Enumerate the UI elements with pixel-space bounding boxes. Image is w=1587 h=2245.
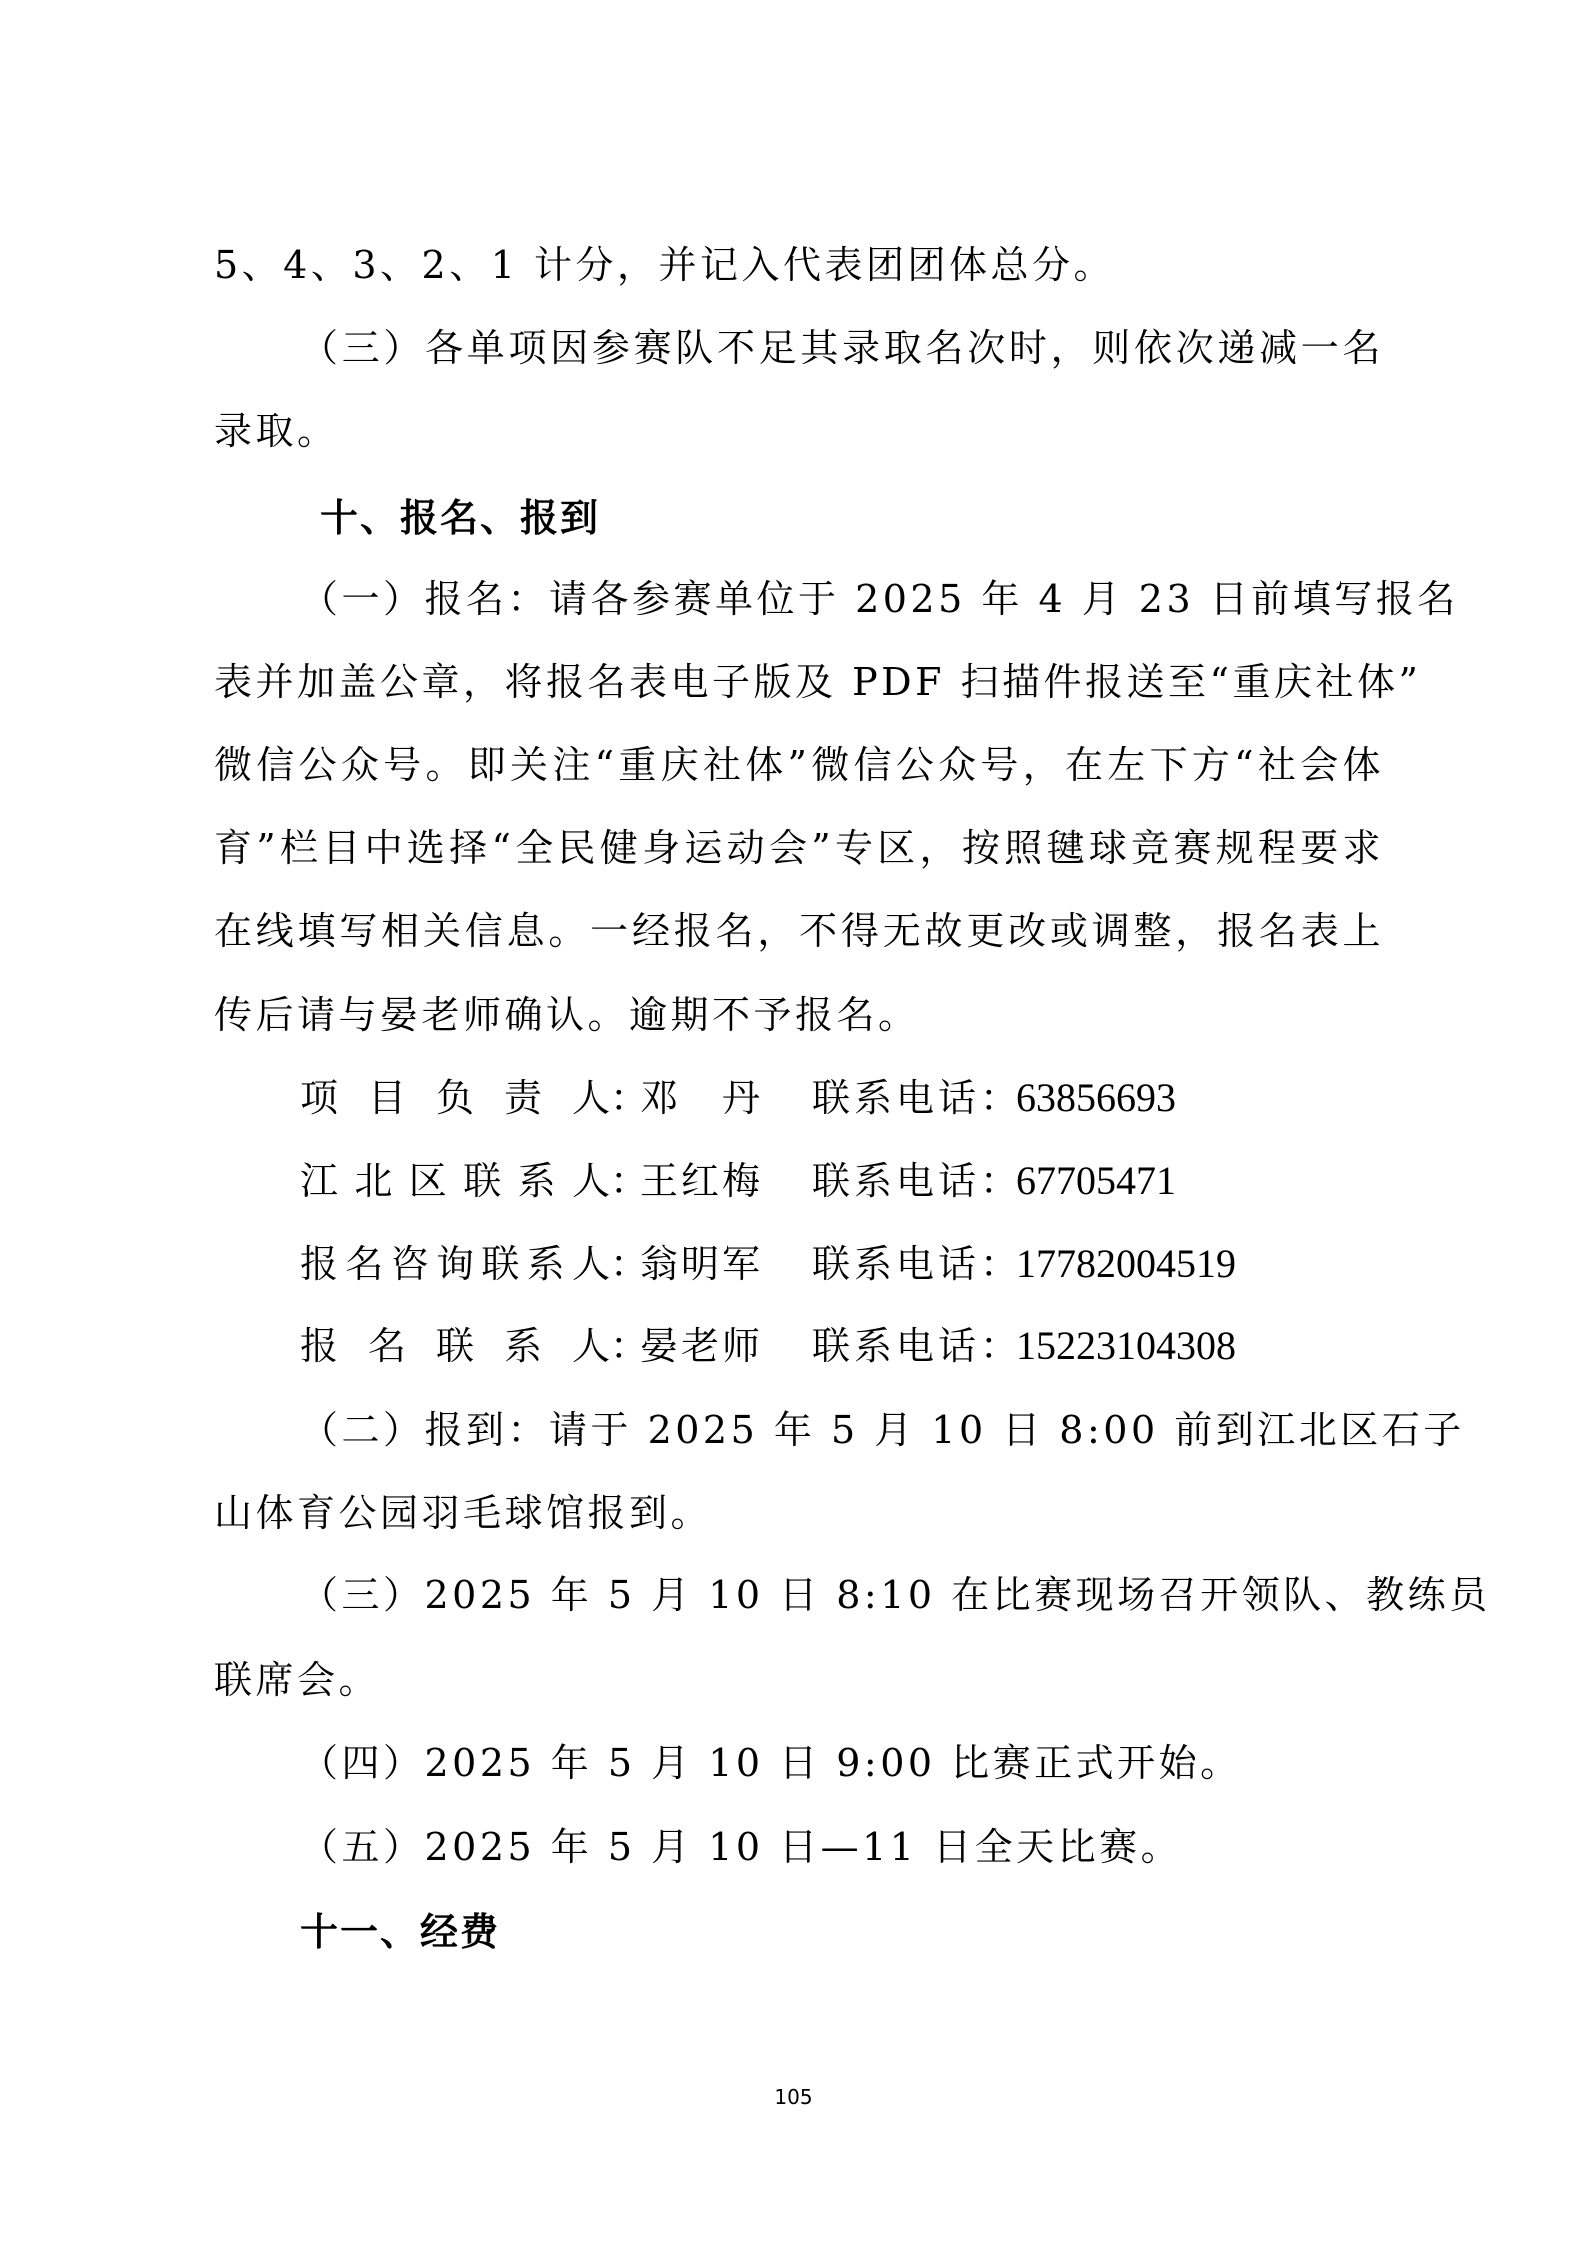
meeting-line-2: 联席会。 xyxy=(214,1658,381,1702)
contact-tel: 15223104308 xyxy=(1016,1323,1236,1368)
registration-line-6: 传后请与晏老师确认。逾期不予报名。 xyxy=(214,993,920,1037)
contact-label: 江北区联系人 xyxy=(300,1159,610,1203)
contact-name: 晏老师 xyxy=(640,1324,760,1368)
contact-label: 项目负责人 xyxy=(300,1076,610,1120)
page-number: 105 xyxy=(774,2085,813,2109)
registration-line-2: 表并加盖公章，将报名表电子版及 PDF 扫描件报送至“重庆社体” xyxy=(214,660,1422,704)
contact-label: 报名联系人 xyxy=(300,1324,610,1368)
registration-line-1: （一）报名：请各参赛单位于 2025 年 4 月 23 日前填写报名 xyxy=(300,577,1459,621)
start-line: （四）2025 年 5 月 10 日 9:00 比赛正式开始。 xyxy=(300,1741,1242,1785)
contact-tel: 63856693 xyxy=(1016,1075,1176,1120)
registration-line-4: 育”栏目中选择“全民健身运动会”专区，按照毽球竞赛规程要求 xyxy=(214,826,1384,870)
contact-tel-label: 联系电话： xyxy=(812,1242,1023,1286)
contact-colon: ： xyxy=(610,1076,649,1120)
contact-tel-label: 联系电话： xyxy=(812,1076,1023,1120)
section-heading-funding: 十一、经费 xyxy=(300,1910,501,1954)
contact-tel: 67705471 xyxy=(1016,1158,1176,1203)
full-day-line: （五）2025 年 5 月 10 日—11 日全天比赛。 xyxy=(300,1825,1183,1869)
contact-tel: 17782004519 xyxy=(1016,1241,1236,1286)
paragraph-three-line-2: 录取。 xyxy=(214,409,339,453)
contact-colon: ： xyxy=(610,1159,649,1203)
contact-colon: ： xyxy=(610,1242,649,1286)
paragraph-three-line-1: （三）各单项因参赛队不足其录取名次时，则依次递减一名 xyxy=(300,326,1384,370)
meeting-line-1: （三）2025 年 5 月 10 日 8:10 在比赛现场召开领队、教练员 xyxy=(300,1573,1491,1617)
contact-name: 翁明军 xyxy=(640,1242,760,1286)
check-in-line-1: （二）报到：请于 2025 年 5 月 10 日 8:00 前到江北区石子 xyxy=(300,1408,1465,1452)
contact-name: 邓丹 xyxy=(640,1076,760,1120)
contact-tel-label: 联系电话： xyxy=(812,1159,1023,1203)
contact-label: 报名咨询联系人 xyxy=(300,1242,610,1286)
section-heading-registration: 十、报名、报到 xyxy=(320,496,601,540)
contact-tel-label: 联系电话： xyxy=(812,1324,1023,1368)
contact-colon: ： xyxy=(610,1324,649,1368)
check-in-line-2: 山体育公园羽毛球馆报到。 xyxy=(214,1491,713,1535)
registration-line-5: 在线填写相关信息。一经报名，不得无故更改或调整，报名表上 xyxy=(214,909,1384,953)
paragraph-scoring-tail: 5、4、3、2、1 计分，并记入代表团团体总分。 xyxy=(214,243,1115,287)
contact-name: 王红梅 xyxy=(640,1159,760,1203)
registration-line-3: 微信公众号。即关注“重庆社体”微信公众号，在左下方“社会体 xyxy=(214,743,1384,787)
